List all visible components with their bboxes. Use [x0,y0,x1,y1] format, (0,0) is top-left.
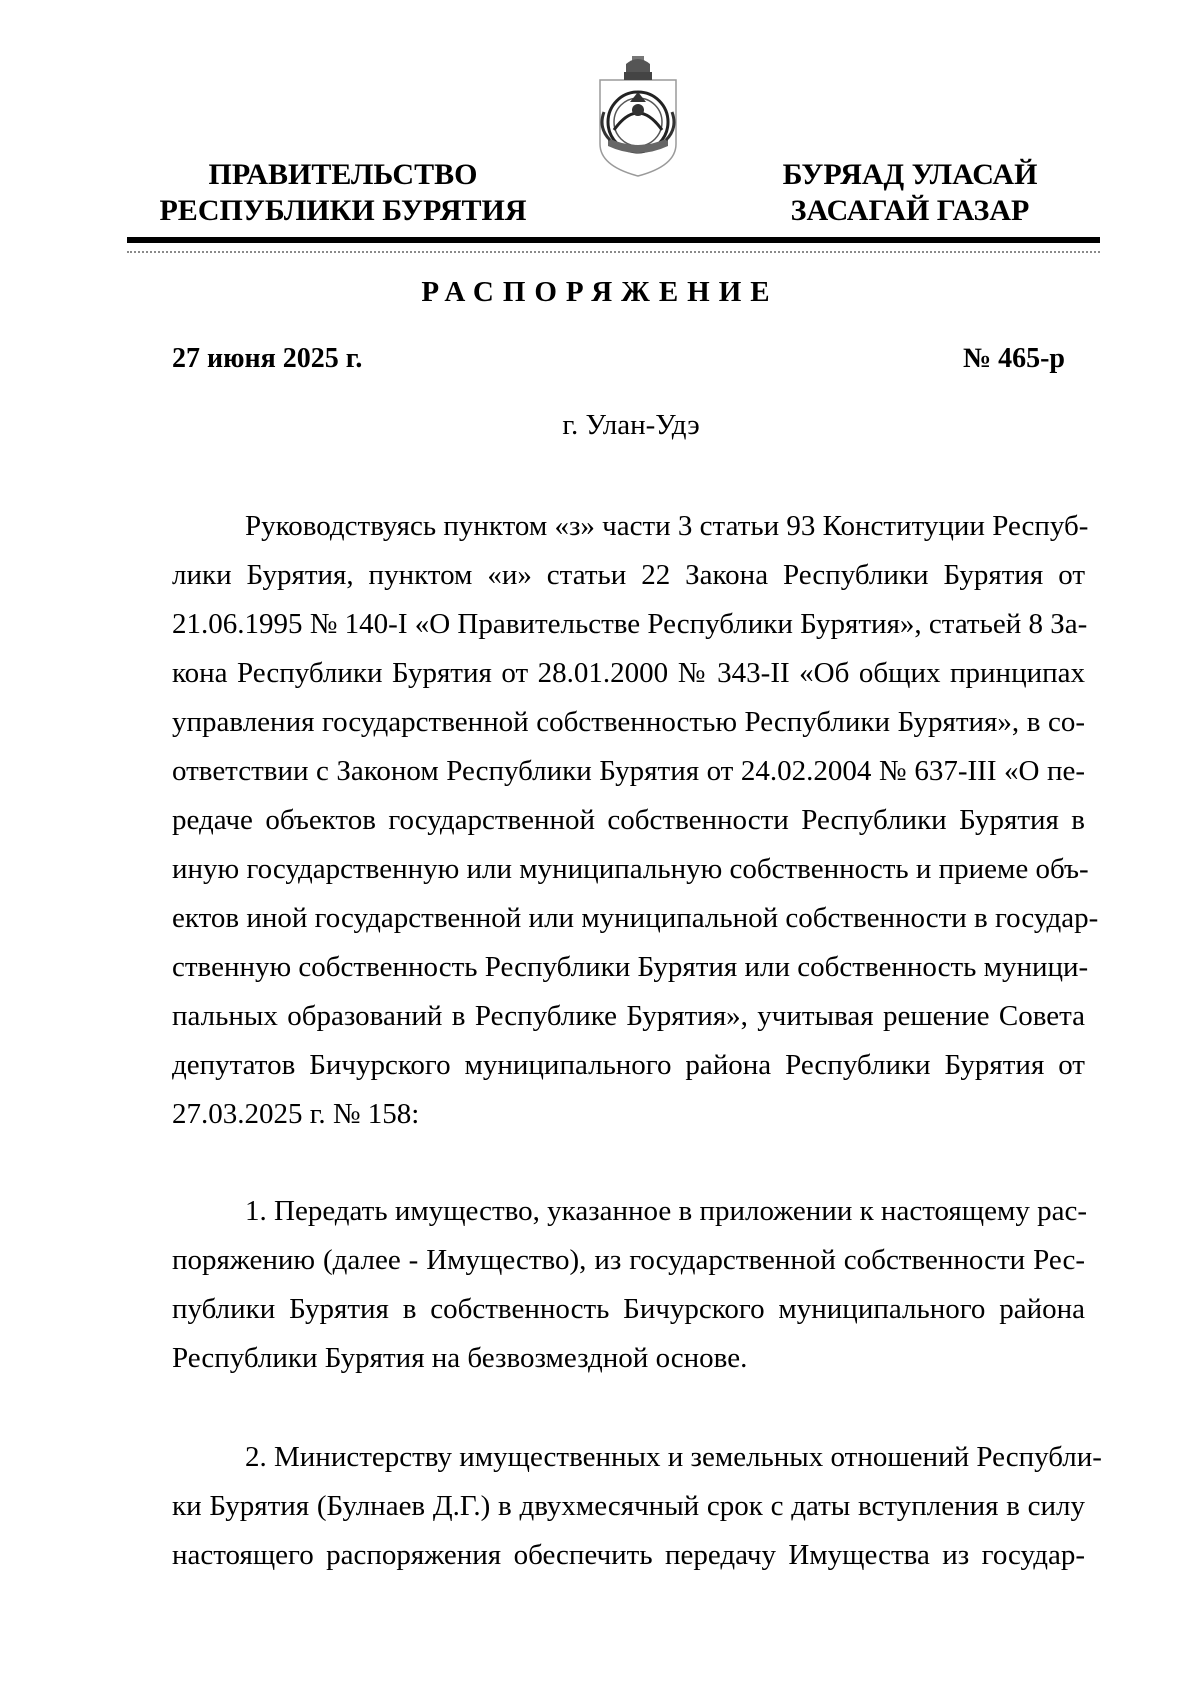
text-line: кона Республики Бурятия от 28.01.2000 № 343-II «Об общих принципах [172,657,1085,689]
text-line: настоящего распоряжения обеспечить передачу Имущества из государ- [172,1539,1085,1571]
text-line: публики Бурятия в собственность Бичурского муниципального района [172,1293,1085,1325]
text-line: управления государственной собственностью Республики Бурятия», в со- [172,706,1085,738]
header-divider-dotted [127,251,1100,253]
org-name-russian-line-2: РЕСПУБЛИКИ БУРЯТИЯ [159,194,527,227]
text-line: депутатов Бичурского муниципального района Республики Бурятия от [172,1049,1085,1081]
document-type: РАСПОРЯЖЕНИЕ [421,276,779,308]
org-name-buryat-line-2: ЗАСАГАЙ ГАЗАР [790,194,1030,227]
text-line: ки Бурятия (Булнаев Д.Г.) в двухмесячный срок с даты вступления в силу [172,1490,1085,1522]
org-name-buryat-line-1: БУРЯАД УЛАСАЙ [782,158,1038,191]
text-line: Республики Бурятия на безвозмездной основе. [172,1342,748,1374]
text-line: ственную собственность Республики Бурятия или собственность муници- [172,951,1089,983]
text-line: иную государственную или муниципальную собственность и приеме объ- [172,853,1089,885]
preamble-paragraph [172,502,1099,1139]
document-city: г. Улан-Удэ [562,409,700,441]
text-line: 21.06.1995 № 140-I «О Правительстве Республики Бурятия», статьей 8 За- [172,608,1088,640]
text-line: ектов иной государственной или муниципальной собственности в государ- [172,902,1099,934]
text-line: лики Бурятия, пунктом «и» статьи 22 Закона Республики Бурятия от [172,559,1085,591]
text-line: поряжению (далее - Имущество), из государственной собственности Рес- [172,1244,1085,1276]
text-line: 1. Передать имущество, указанное в приложении к настоящему рас- [245,1195,1087,1227]
text-line: пальных образований в Республике Бурятия», учитывая решение Совета [172,1000,1085,1032]
org-name-russian-line-1: ПРАВИТЕЛЬСТВО [208,158,478,191]
text-line: редаче объектов государственной собственности Республики Бурятия в [172,804,1085,836]
header-divider-thick [127,237,1100,243]
coat-of-arms-icon [594,52,682,178]
text-line: 2. Министерству имущественных и земельных отношений Республи- [245,1441,1102,1473]
org-name-russian [158,157,528,229]
document-date: 27 июня 2025 г. [172,343,363,374]
org-name-buryat [765,157,1055,229]
item-2-paragraph [172,1433,1102,1580]
text-line: ответствии с Законом Республики Бурятия от 24.02.2004 № 637-III «О пе- [172,755,1085,787]
item-1-paragraph [172,1187,1085,1383]
text-line: 27.03.2025 г. № 158: [172,1098,420,1130]
document-number: № 465-р [962,343,1065,374]
text-line: Руководствуясь пунктом «з» части 3 статьи 93 Конституции Респуб- [245,510,1089,542]
